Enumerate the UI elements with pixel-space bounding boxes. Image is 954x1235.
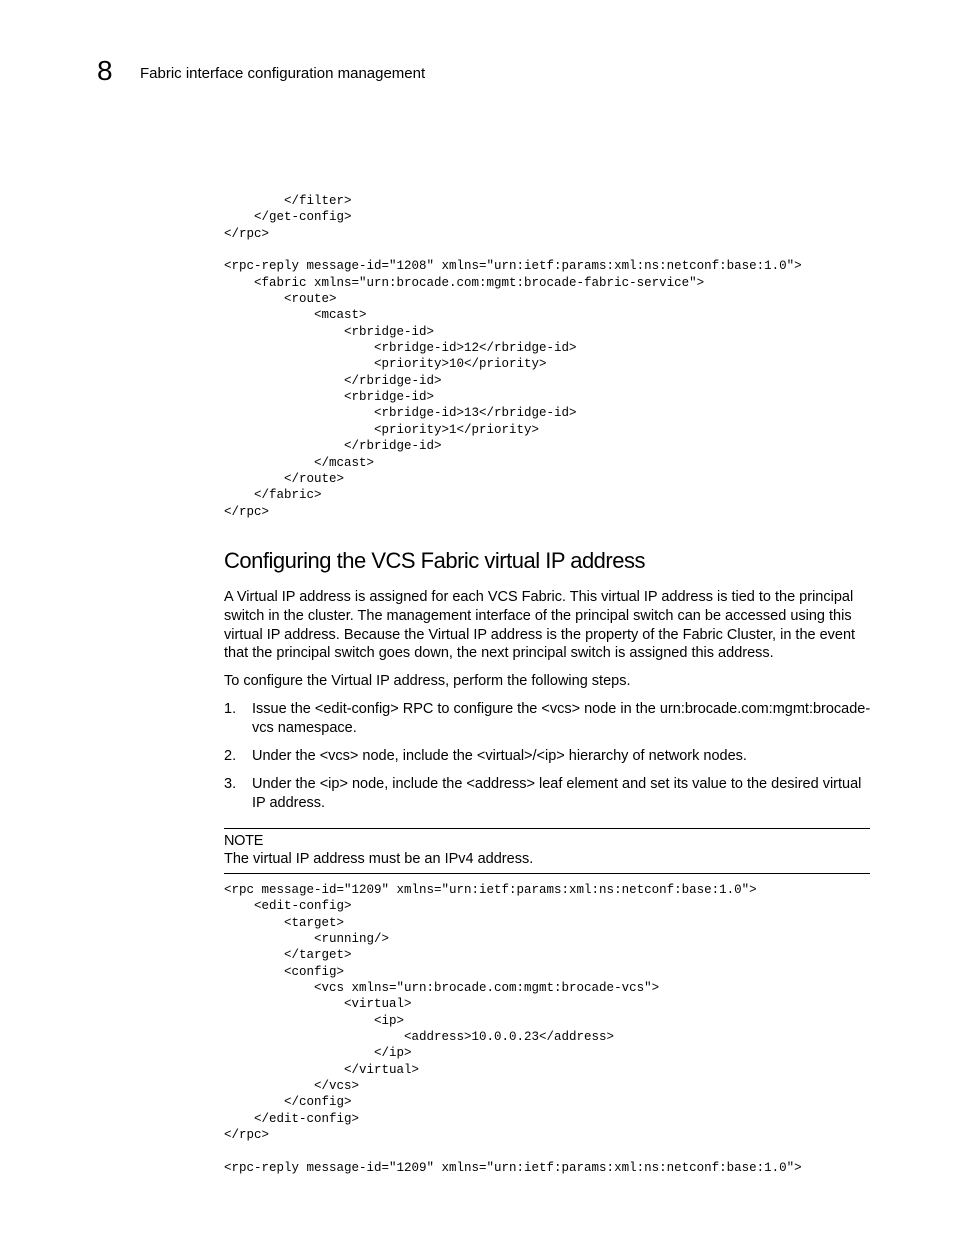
step-number: 3. <box>224 775 237 792</box>
note-text: The virtual IP address must be an IPv4 address. <box>224 851 534 867</box>
step-text: Under the <vcs> node, include the <virtual>/<ip> hierarchy of network nodes. <box>252 747 747 764</box>
code-block-edit-config-1209: <rpc message-id="1209" xmlns="urn:ietf:params:xml:ns:netconf:base:1.0"> <edit-config> <target> <running/> </target> <config> <vcs xmlns="urn:brocade.com:mgmt:brocade-vcs"> <virtual> <ip> <address>10.0.0.23</address> </ip> </virtual> </vcs> </config> </edit-config> </rpc> <rpc-reply message-id="1209" xmlns="urn:ietf:params:xml:ns:netconf:base:1.0"> <box>224 883 802 1175</box>
step-text: Issue the <edit-config> RPC to configure the <vcs> node in the urn:brocade.com:mgmt:brocade-vcs namespace. <box>252 701 871 736</box>
steps-intro: To configure the Virtual IP address, perform the following steps. <box>224 673 631 689</box>
step-number: 2. <box>224 747 237 764</box>
code-block-rpc-reply-1208: </filter> </get-config> </rpc> <rpc-reply message-id="1208" xmlns="urn:ietf:params:xml:ns:netconf:base:1.0"> <fabric xmlns="urn:brocade.com:mgmt:brocade-fabric-service"> <route> <mcast> <rbridge-id> <rbridge-id>12</rbridge-id> <priority>10</priority> </rbridge-id> <rbridge-id> <rbridge-id>13</rbridge-id> <priority>1</priority> </rbridge-id> </mcast> </route> </fabric> </rpc> <box>224 194 802 519</box>
step-text: Under the <ip> node, include the <address> leaf element and set its value to the desired virtual IP address. <box>252 775 862 811</box>
section-heading: Configuring the VCS Fabric virtual IP address <box>224 548 645 573</box>
step-number: 1. <box>224 701 237 717</box>
step-item <box>224 747 872 766</box>
intro-paragraph: A Virtual IP address is assigned for each VCS Fabric. This virtual IP address is tied to the principal switch in the cluster. The management interface of the principal switch can be accessed using this virtual IP address. Because the Virtual IP address is the property of the Fabric Cluster, in the event that the principal switch goes down, the next principal switch is assigned this address. <box>224 589 856 662</box>
chapter-number: 8 <box>97 55 113 86</box>
note-box <box>224 828 870 874</box>
step-item <box>224 700 872 738</box>
chapter-title: Fabric interface configuration management <box>140 65 426 82</box>
note-label: NOTE <box>224 833 264 849</box>
steps-list <box>224 700 872 822</box>
step-item <box>224 775 872 813</box>
